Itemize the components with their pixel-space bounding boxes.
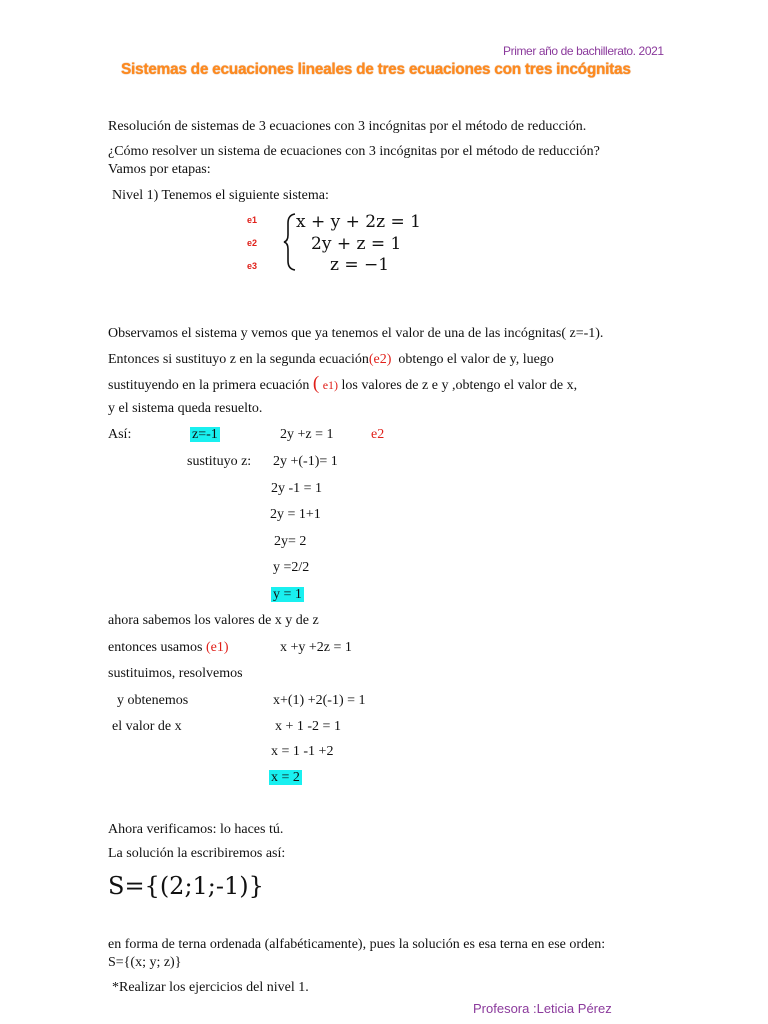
explanation-text: sustituyendo en la primera ecuación (108, 378, 310, 393)
use-e1-line (108, 640, 229, 656)
equation-2: 2y + z = 1 (311, 234, 402, 254)
intro-question: ¿Cómo resolver un sistema de ecuaciones con 3 incógnitas por el método de reducción? (108, 144, 600, 159)
solution-set: S={(2;1;-1)} (108, 872, 264, 900)
step-y-3: 2y = 1+1 (270, 507, 321, 522)
explanation-line-3 (108, 373, 577, 395)
ordered-triple-note: en forma de terna ordenada (alfabéticamente), pues la solución es esa terna en ese orden: (108, 937, 606, 952)
equation-label-e1: e1 (247, 215, 258, 225)
equation-label-e3: e3 (247, 261, 258, 271)
ref-e1: e1) (322, 378, 339, 392)
observation-paragraph: Observamos el sistema y vemos que ya tenemos el valor de una de las incógnitas( z=-1). (108, 326, 604, 341)
write-line: La solución la escribiremos así: (108, 846, 286, 861)
equation-1: x + y + 2z = 1 (296, 212, 421, 232)
level-heading: Nivel 1) Tenemos el siguiente sistema: (112, 188, 329, 203)
step-y-2: 2y -1 = 1 (271, 481, 323, 496)
intro-line-1: Resolución de sistemas de 3 ecuaciones con 3 incógnitas por el método de reducción. (108, 119, 587, 134)
eq1-expression: x +y +2z = 1 (280, 640, 352, 655)
equation-label-e2: e2 (247, 238, 258, 248)
result-x-highlight: x = 2 (271, 770, 300, 785)
intro-stages: Vamos por etapas: (108, 162, 211, 177)
given-z (190, 427, 220, 443)
eq2-label: e2 (371, 427, 385, 442)
step-y-1: 2y +(-1)= 1 (273, 454, 338, 469)
asi-label: Así: (108, 427, 132, 442)
substitute-resolve: sustituimos, resolvemos (108, 666, 243, 681)
ref-paren: ( (312, 373, 320, 394)
author-footer: Profesora :Leticia Pérez (473, 1001, 612, 1016)
explanation-text: Entonces si sustituyo z en la segunda ecuación (108, 352, 369, 367)
explanation-line-2 (108, 352, 554, 368)
step-x-1: x+(1) +2(-1) = 1 (273, 693, 366, 708)
eq2-expression: 2y +z = 1 (280, 427, 334, 442)
use-text: entonces usamos (108, 640, 203, 655)
exercise-task: *Realizar los ejercicios del nivel 1. (112, 980, 309, 995)
value-of-x: el valor de x (112, 719, 182, 734)
we-obtain: y obtenemos (117, 693, 189, 708)
explanation-text: los valores de z e y ,obtengo el valor de x, (341, 378, 578, 393)
ref-e1-b: (e1) (205, 640, 229, 655)
substitute-label: sustituyo z: (187, 454, 252, 469)
now-we-know: ahora sabemos los valores de x y de z (108, 613, 319, 628)
given-z-highlight: z=-1 (192, 427, 218, 442)
page-title: Sistemas de ecuaciones lineales de tres ecuaciones con tres incógnitas (121, 61, 631, 78)
general-solution-form: S={(x; y; z)} (108, 955, 182, 970)
header-note: Primer año de bachillerato. 2021 (503, 44, 664, 58)
explanation-text: obtengo el valor de y, luego (398, 352, 554, 367)
ref-e2: (e2) (368, 352, 392, 367)
result-x (269, 770, 302, 786)
step-x-3: x = 1 -1 +2 (271, 744, 334, 759)
result-y-highlight: y = 1 (273, 587, 302, 602)
left-brace-icon (283, 213, 297, 271)
step-x-2: x + 1 -2 = 1 (275, 719, 341, 734)
result-y (271, 587, 304, 603)
step-y-4: 2y= 2 (274, 534, 307, 549)
explanation-line-4: y el sistema queda resuelto. (108, 401, 263, 416)
equation-3: z = −1 (330, 255, 390, 275)
step-y-5: y =2/2 (273, 560, 310, 575)
verify-line: Ahora verificamos: lo haces tú. (108, 822, 284, 837)
